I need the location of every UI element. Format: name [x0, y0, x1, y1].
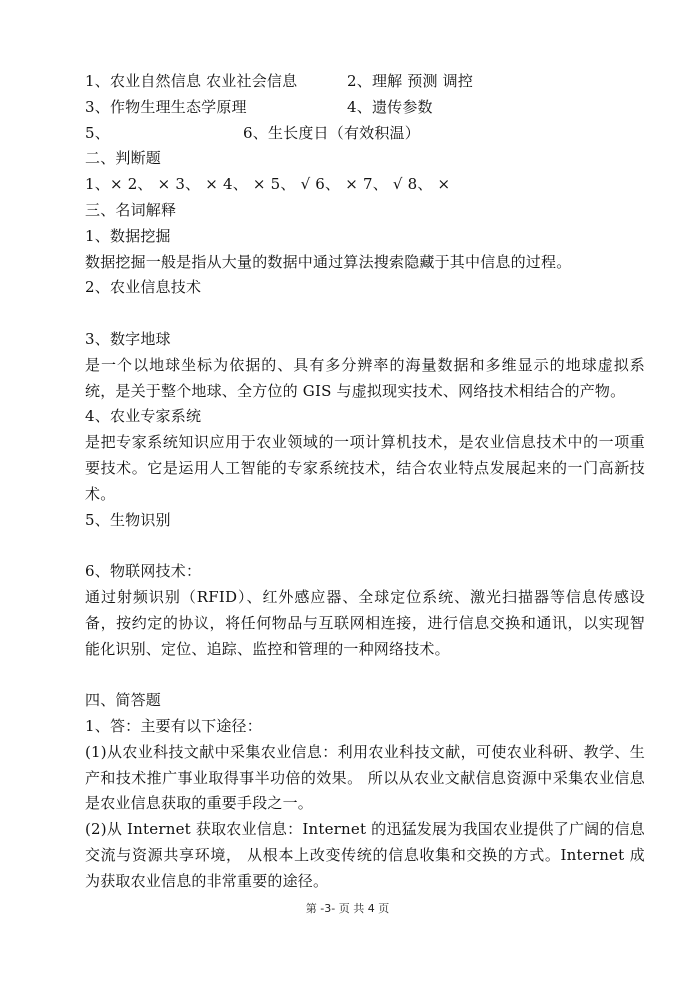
- judgment-item: 4、 ×: [223, 175, 266, 194]
- fill-answer-4: 4、遗传参数: [347, 97, 433, 116]
- section-heading-terms: 三、名词解释: [85, 200, 177, 219]
- fill-row-3: [85, 121, 645, 147]
- short-answer-q1-intro: 1、答：主要有以下途径：: [85, 716, 262, 735]
- judgment-item: 3、 ×: [175, 175, 219, 194]
- judgment-item: 7、 √: [362, 175, 403, 194]
- term-title-expert-system: 4、农业专家系统: [85, 407, 202, 426]
- term-body-expert-system: 是把专家系统知识应用于农业领域的一项计算机技术，是农业信息技术中的一项重要技术。它是运用人工智能的专家系统技术，结合农业特点发展起来的一门高新技术。: [85, 433, 645, 503]
- fill-row-1: [85, 69, 645, 95]
- spacer: [85, 662, 645, 688]
- judgment-item: 2、 ×: [127, 175, 171, 194]
- judgment-item: 8、 ×: [407, 175, 451, 194]
- fill-row-2: [85, 95, 645, 121]
- term-title-data-mining: 1、数据挖掘: [85, 226, 171, 245]
- spacer: [85, 533, 645, 559]
- term-body-data-mining: 数据挖掘一般是指从大量的数据中通过算法搜索隐藏于其中信息的过程。: [85, 252, 572, 271]
- judgment-item: 5、 √: [270, 175, 311, 194]
- judgment-answers: [85, 172, 645, 198]
- section-heading-judgment: 二、判断题: [85, 149, 162, 168]
- judgment-item: 6、 ×: [315, 175, 358, 194]
- term-title-ag-info-tech: 2、农业信息技术: [85, 278, 202, 297]
- short-answer-point-2: (2)从 Internet 获取农业信息：Internet 的迅猛发展为我国农业提供了广阔的信息交流与资源共享环境， 从根本上改变传统的信息收集和交换的方式。Internet 成为获取农业信息的非常重要的途径。: [85, 820, 645, 890]
- section-heading-short-answer: 四、简答题: [85, 691, 162, 710]
- short-answer-point-1: (1)从农业科技文献中采集农业信息：利用农业科技文献，可使农业科研、教学、生产和技术推广事业取得事半功倍的效果。 所以从农业文献信息资源中采集农业信息是农业信息获取的重要手段之一。: [85, 742, 645, 813]
- term-body-digital-earth: 是一个以地球坐标为依据的、具有多分辨率的海量数据和多维显示的地球虚拟系统，是关于整个地球、全方位的 GIS 与虚拟现实技术、网络技术相结合的产物。: [85, 355, 645, 400]
- fill-answer-1: 1、农业自然信息 农业社会信息: [85, 72, 298, 90]
- term-title-biometrics: 5、生物识别: [85, 510, 171, 529]
- fill-answer-5: 5、: [85, 123, 110, 142]
- document-body: [85, 69, 645, 895]
- fill-answer-6: 6、生长度日（有效积温）: [243, 123, 420, 142]
- term-title-iot: 6、物联网技术：: [85, 562, 202, 581]
- fill-answer-3: 3、作物生理生态学原理: [85, 97, 247, 116]
- fill-answer-2: 2、理解 预测 调控: [347, 72, 474, 90]
- term-title-digital-earth: 3、数字地球: [85, 329, 171, 348]
- page-footer: 第 -3- 页 共 4 页: [305, 902, 390, 915]
- term-body-iot: 通过射频识别（RFID）、红外感应器、全球定位系统、激光扫描器等信息传感设备，按约定的协议，将任何物品与互联网相连接，进行信息交换和通讯，以实现智能化识别、定位、追踪、监控和管理的一种网络技术。: [85, 587, 645, 658]
- judgment-item: 1、×: [85, 175, 123, 194]
- spacer: [85, 301, 645, 327]
